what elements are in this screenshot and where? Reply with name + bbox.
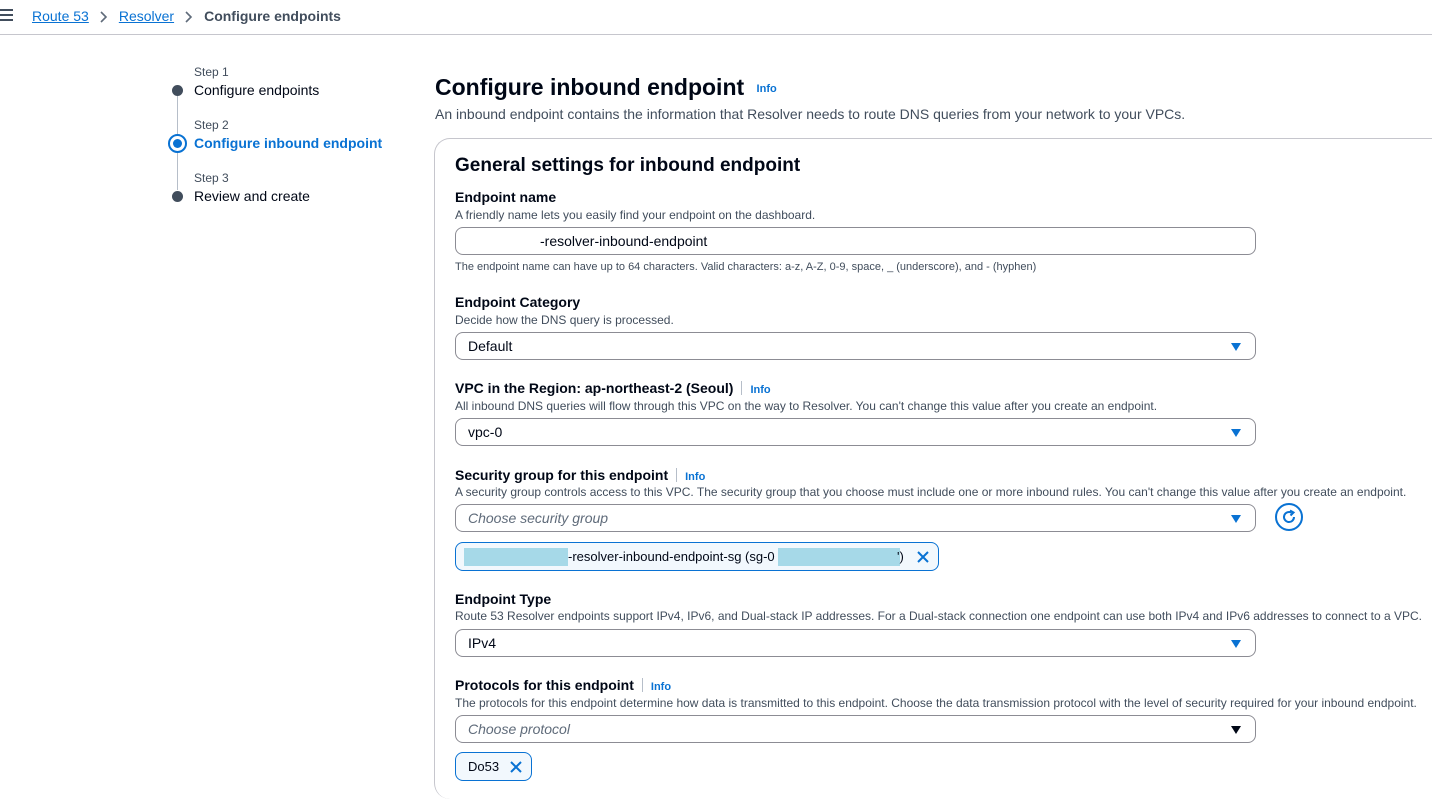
step-number: Step 1: [194, 65, 229, 79]
top-bar: [0, 0, 1432, 35]
endpoint-category-description: Decide how the DNS query is processed.: [455, 313, 674, 327]
protocols-label: [455, 677, 671, 693]
divider: [642, 678, 643, 692]
security-group-token-end: '): [897, 549, 904, 564]
step-number: Step 3: [194, 171, 229, 185]
step-indicator-icon: [172, 85, 183, 96]
security-group-select[interactable]: [455, 504, 1256, 532]
security-group-label-text: Security group for this endpoint: [455, 467, 669, 483]
vpc-label: [455, 380, 771, 396]
protocols-info-link[interactable]: Info: [650, 681, 672, 693]
step-2: [168, 113, 408, 166]
endpoint-name-label: Endpoint name: [455, 189, 557, 205]
step-title: Configure endpoints: [194, 82, 320, 98]
endpoint-name-description: A friendly name lets you easily find your endpoint on the dashboard.: [455, 208, 816, 222]
vpc-select[interactable]: [455, 418, 1256, 446]
endpoint-type-select[interactable]: [455, 629, 1256, 657]
info-link[interactable]: Info: [756, 82, 777, 95]
breadcrumb-resolver-link[interactable]: Resolver: [118, 8, 175, 24]
redacted-block: [464, 548, 568, 566]
protocols-select[interactable]: [455, 715, 1256, 743]
breadcrumb-current: Configure endpoints: [204, 8, 341, 24]
divider: [741, 381, 742, 395]
vpc-value: vpc-0: [468, 424, 503, 440]
divider: [676, 468, 677, 482]
security-group-placeholder: Choose security group: [468, 510, 609, 526]
protocol-token-text: Do53: [468, 759, 500, 774]
caret-down-icon: [1231, 640, 1241, 648]
protocols-description: The protocols for this endpoint determine how data is transmitted to this endpoint. Choose the data transmission protocol with the level of security required for your inbound endpoint.: [455, 696, 1417, 710]
page-description: An inbound endpoint contains the information that Resolver needs to route DNS queries from your network to your VPCs.: [435, 106, 1186, 122]
step-title: Configure inbound endpoint: [194, 135, 383, 151]
security-group-label: [455, 467, 705, 483]
endpoint-name-input[interactable]: [455, 227, 1256, 255]
step-number: Step 2: [194, 118, 229, 132]
dismiss-token-icon[interactable]: [508, 759, 524, 775]
endpoint-type-value: IPv4: [468, 635, 497, 651]
endpoint-name-hint: The endpoint name can have up to 64 characters. Valid characters: a-z, A-Z, 0-9, space, _ (underscore), and - (hyphen): [455, 261, 1037, 273]
vpc-label-text: VPC in the Region: ap-northeast-2 (Seoul): [455, 380, 734, 396]
caret-down-icon: [1231, 343, 1241, 351]
step-active-indicator-icon: [168, 134, 187, 153]
security-group-description: A security group controls access to this VPC. The security group that you choose must include one or more inbound rules. You can't change this value after you create an endpoint.: [455, 485, 1407, 499]
protocols-placeholder: Choose protocol: [468, 721, 570, 737]
endpoint-category-value: Default: [468, 338, 513, 354]
breadcrumb: [32, 8, 341, 24]
security-group-token-text: -resolver-inbound-endpoint-sg (sg-0: [568, 549, 775, 564]
vpc-info-link[interactable]: Info: [750, 384, 771, 396]
step-indicator-icon: [172, 191, 183, 202]
step-title: Review and create: [194, 188, 310, 204]
caret-down-icon: [1231, 726, 1241, 734]
wizard-steps: [168, 60, 408, 219]
protocol-token-do53: [455, 752, 532, 781]
step-3: [168, 166, 408, 219]
security-group-token: [455, 542, 939, 571]
step-1[interactable]: [168, 60, 408, 113]
vpc-description: All inbound DNS queries will flow through this VPC on the way to Resolver. You can't change this value after you create an endpoint.: [455, 399, 1158, 413]
endpoint-type-label: Endpoint Type: [455, 591, 552, 607]
caret-down-icon: [1231, 515, 1241, 523]
redacted-block: [778, 548, 900, 566]
security-group-info-link[interactable]: Info: [685, 471, 706, 483]
menu-icon[interactable]: [0, 9, 14, 23]
caret-down-icon: [1231, 429, 1241, 437]
endpoint-type-description: Route 53 Resolver endpoints support IPv4, IPv6, and Dual-stack IP addresses. For a Dual-stack connection one endpoint can use both IPv4 and IPv6 addresses to connect to a VPC.: [455, 609, 1423, 623]
endpoint-category-select[interactable]: [455, 332, 1256, 360]
endpoint-name-value: -resolver-inbound-endpoint: [540, 233, 708, 249]
refresh-button[interactable]: [1275, 503, 1303, 531]
chevron-right-icon: [181, 8, 197, 24]
card-title: General settings for inbound endpoint: [455, 155, 801, 176]
breadcrumb-route53-link[interactable]: Route 53: [32, 8, 89, 24]
page-title-text: Configure inbound endpoint: [435, 74, 745, 100]
endpoint-category-label: Endpoint Category: [455, 294, 581, 310]
refresh-icon: [1281, 509, 1297, 525]
page-title: [435, 74, 777, 101]
general-settings-card: [434, 138, 1432, 799]
dismiss-token-icon[interactable]: [915, 549, 931, 565]
chevron-right-icon: [96, 8, 112, 24]
protocols-label-text: Protocols for this endpoint: [455, 677, 634, 693]
